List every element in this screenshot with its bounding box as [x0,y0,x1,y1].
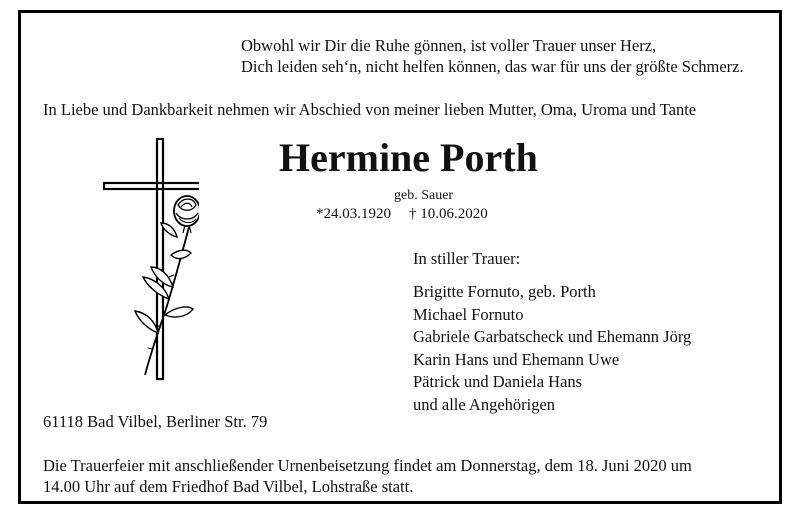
mourner: Pätrick und Daniela Hans [413,372,583,391]
service-line-2: 14.00 Uhr auf dem Friedhof Bad Vilbel, Lohstraße statt. [43,477,414,496]
mourner: Brigitte Fornuto, geb. Porth [413,282,596,301]
cross-with-rose-icon [103,137,199,387]
service-notice [43,455,692,497]
poem-line-1: Obwohl wir Dir die Ruhe gönnen, ist voller Trauer unser Herz, [241,36,657,55]
death-date: † 10.06.2020 [409,206,488,222]
obituary-frame [18,10,782,504]
poem-line-2: Dich leiden seh‘n, nicht helfen können, das war für uns der größte Schmerz. [241,57,744,76]
mourner: und alle Angehörigen [413,394,556,414]
mourning-heading: In stiller Trauer: [413,249,521,268]
deceased-name: Hermine Porth [279,135,538,180]
birth-date: *24.03.1920 [316,206,391,222]
mourners-list [413,281,691,416]
life-dates [316,205,488,224]
mourner: Gabriele Garbatscheck und Ehemann Jörg [413,327,692,346]
address: 61118 Bad Vilbel, Berliner Str. 79 [43,412,268,431]
mourner: Karin Hans und Ehemann Uwe [413,349,620,369]
mourner: Michael Fornuto [413,304,524,324]
service-line-1: Die Trauerfeier mit anschließender Urnenbeisetzung findet am Donnerstag, dem 18. Juni 2020 um [43,456,692,475]
birth-name: geb. Sauer [394,188,454,203]
poem [241,35,744,77]
intro-text: In Liebe und Dankbarkeit nehmen wir Abschied von meiner lieben Mutter, Oma, Uroma und Tante [43,100,697,119]
